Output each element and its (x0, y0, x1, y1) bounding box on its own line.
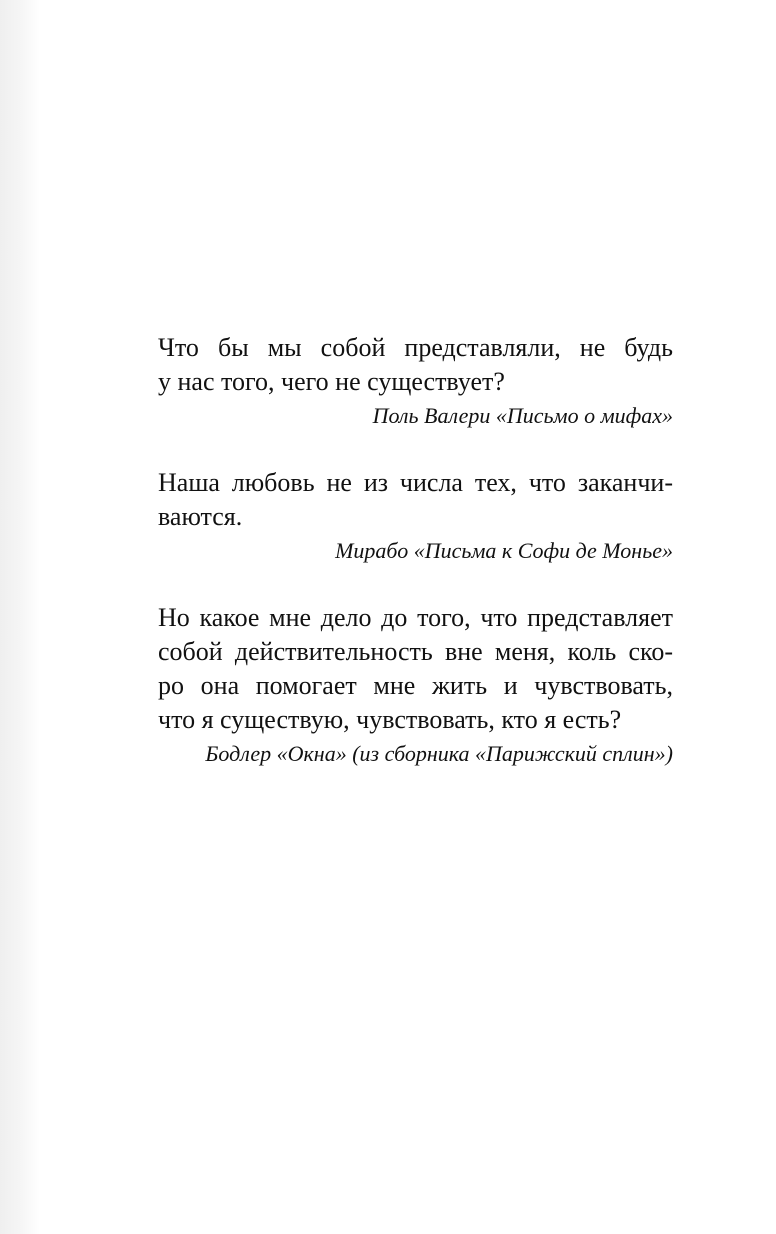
epigraph (158, 601, 673, 771)
epigraph (158, 331, 673, 433)
quote-line: ро она помогает мне жить и чувствовать, (158, 671, 673, 700)
epigraph-attribution: Поль Валери «Письмо о мифах» (372, 403, 673, 428)
quote-line: Что бы мы собой представляли, не будь (158, 333, 673, 362)
epigraph-attribution: Бодлер «Окна» (из сборника «Парижский сплин») (205, 741, 673, 766)
epigraph-attribution: Мирабо «Письма к Софи де Монье» (335, 538, 673, 563)
epigraph (158, 466, 673, 568)
quote-line: собой действительность вне меня, коль ско- (158, 637, 673, 666)
quote-line: у нас того, чего не существует? (158, 367, 505, 396)
quote-line: ваются. (158, 502, 243, 531)
quote-line: Но какое мне дело до того, что представляет (158, 603, 673, 632)
quote-line: что я существую, чувствовать, кто я есть? (158, 705, 622, 734)
quote-line: Наша любовь не из числа тех, что заканчи- (158, 468, 673, 497)
